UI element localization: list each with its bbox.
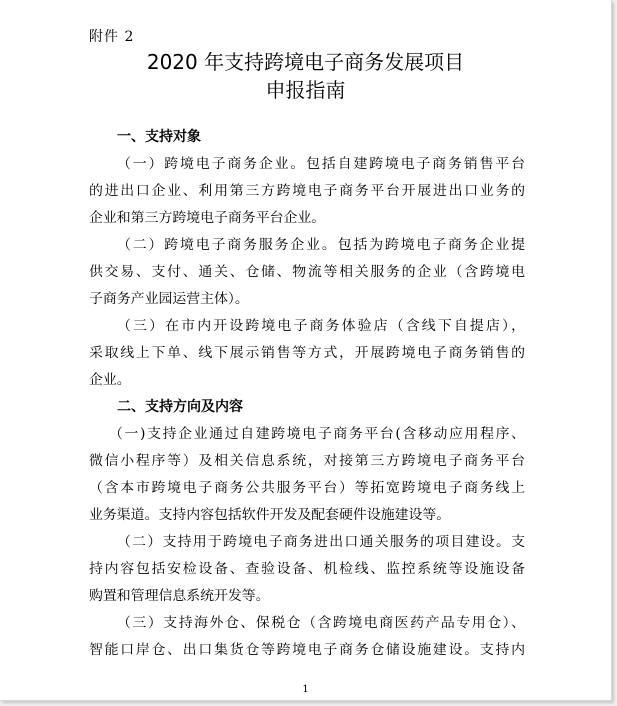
paragraph-line: 采取线上下单、线下展示销售等方式，开展跨境电子商务销售的: [89, 345, 525, 361]
paragraph: [89, 610, 525, 664]
paragraph-line: （一）跨境电子商务企业。包括自建跨境电子商务销售平台: [117, 156, 525, 172]
paragraph-line: （三）在市内开设跨境电子商务体验店（含线下自提店），: [117, 318, 525, 334]
paragraph: [89, 151, 525, 232]
paragraph: [89, 313, 525, 394]
paragraph-line: 供交易、支付、通关、仓储、物流等相关服务的企业（含跨境电: [89, 264, 525, 280]
section-heading: 一、支持对象: [117, 129, 201, 145]
document-subtitle: 申报指南: [265, 78, 346, 102]
page-number: 1: [302, 684, 309, 695]
paragraph-line: 智能口岸仓、出口集货仓等跨境电子商务仓储设施建设。支持内: [89, 642, 525, 658]
paragraph-line: 企业和第三方跨境电子商务平台企业。: [89, 210, 326, 226]
paragraph-line: 持内容包括安检设备、查验设备、机检线、监控系统等设施设备: [89, 561, 525, 577]
paragraph-line: （一)支持企业通过自建跨境电子商务平台(含移动应用程序、: [109, 426, 525, 442]
document-body: [89, 124, 525, 664]
document-title: 2020 年支持跨境电子商务发展项目: [146, 50, 465, 74]
paragraph-line: 的进出口企业、利用第三方跨境电子商务平台开展进出口业务的: [89, 183, 525, 199]
paragraph-line: 子商务产业园运营主体）。: [89, 291, 249, 307]
paragraph-line: 业务渠道。支持内容包括软件开发及配套硬件设施建设等。: [89, 507, 451, 523]
paragraph: [89, 232, 525, 313]
paragraph-line: 购置和管理信息系统开发等。: [89, 588, 270, 604]
paragraph: [89, 421, 525, 529]
paragraph: [89, 529, 525, 610]
paragraph-line: （含本市跨境电子商务公共服务平台）等拓宽跨境电子商务线上: [89, 480, 525, 496]
paragraph-line: 企业。: [89, 372, 131, 388]
paragraph-line: （二）跨境电子商务服务企业。包括为跨境电子商务企业提: [117, 237, 525, 253]
paragraph-line: （二）支持用于跨境电子商务进出口通关服务的项目建设。支: [117, 534, 525, 550]
paragraph-line: （三）支持海外仓、保税仓（含跨境电商医药产品专用仓）、: [117, 615, 525, 631]
section-heading: 二、支持方向及内容: [117, 399, 243, 415]
paragraph-line: 微信小程序等）及相关信息系统，对接第三方跨境电子商务平台: [89, 453, 525, 469]
annex-label: 附件 2: [89, 29, 135, 45]
